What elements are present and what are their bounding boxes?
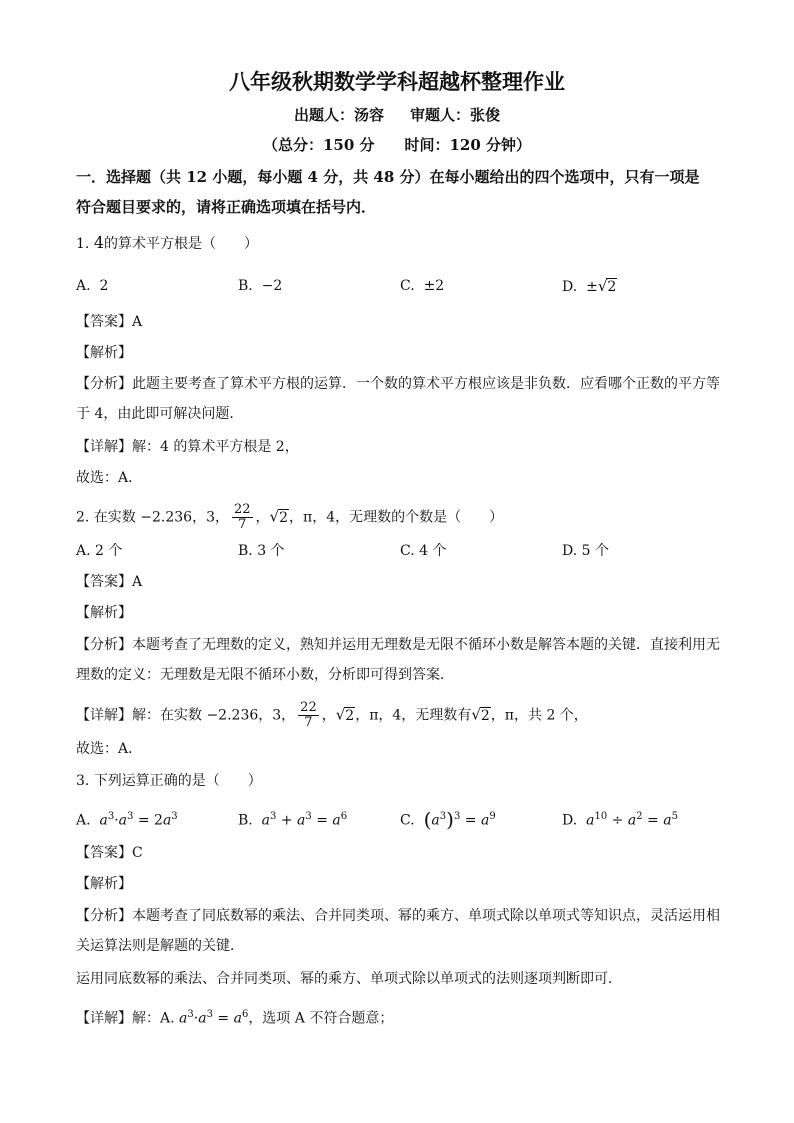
q3-analysis-label: 【解析】: [76, 876, 132, 892]
q3-option-d: D. $a^{10} \div a^2 = a^5$: [562, 811, 678, 829]
q1-option-a: A. 2: [76, 278, 109, 294]
q2-xiangjie: 【详解】解：在实数 −2.236，3， $\frac{22}{7}$ ，√2，π，4，无理数有√2，π，共 2 个，: [76, 700, 588, 730]
q1-fenxi: 【分析】此题主要考查了算术平方根的运算．一个数的算术平方根应该是非负数．应看哪个正数的平方等 于 4，由此即可解决问题．: [76, 376, 720, 422]
author: 出题人：汤容: [293, 106, 384, 124]
q3-answer: 【答案】C: [76, 845, 143, 861]
time-limit: 时间：120 分钟）: [404, 136, 532, 154]
question-3-stem: 3. 下列运算正确的是（ ）: [76, 773, 262, 789]
q2-analysis-label: 【解析】: [76, 605, 132, 621]
q1-option-d: D. ±√2: [562, 277, 617, 295]
q1-xiangjie: 【详解】解：4 的算术平方根是 2，: [76, 439, 299, 455]
section-heading: [76, 162, 726, 222]
q1-option-b: B. −2: [238, 278, 283, 294]
total-score: （总分：150 分: [262, 136, 375, 154]
q3-option-c: C. $(a^3)^3 = a^9$: [400, 807, 496, 832]
question-1-stem: 1. 4的算术平方根是（ ）: [76, 233, 258, 252]
q2-fenxi: 【分析】本题考查了无理数的定义，熟知并运用无理数是无限不循环小数是解答本题的关键．直接利用无 理数的定义：无理数是无限不循环小数，分析即可得到答案．: [76, 637, 720, 683]
authors-line: [0, 104, 794, 125]
q3-option-a: A. $a^3\cdot a^3 = 2a^3$: [76, 811, 178, 829]
section-line-2: 符合题目要求的，请将正确选项填在括号内．: [76, 198, 377, 216]
q3-fenxi: 【分析】本题考查了同底数幂的乘法、合并同类项、幂的乘方、单项式除以单项式等知识点，灵活运用相 关运算法则是解题的关键．: [76, 908, 720, 954]
page-title: 八年级秋期数学学科超越杯整理作业: [229, 69, 565, 94]
question-2-stem: 2. 在实数 −2.236，3， $\frac{22}{7}$ ，√2，π，4，无理数的个数是（ ）: [76, 502, 504, 532]
q2-option-c: C. 4 个: [400, 543, 447, 559]
reviewer: 审题人：张俊: [410, 106, 501, 124]
q3-option-b: B. $a^3 + a^3 = a^6$: [238, 811, 348, 829]
q3-method: 运用同底数幂的乘法、合并同类项、幂的乘方、单项式除以单项式的法则逐项判断即可．: [76, 971, 622, 987]
q2-choose: 故选：A．: [76, 741, 143, 757]
q2-answer: 【答案】A: [76, 574, 143, 590]
q1-choose: 故选：A．: [76, 470, 143, 486]
fraction-22-7: $\frac{22}{7}$: [233, 502, 251, 532]
q1-option-c: C. ±2: [400, 278, 445, 294]
q2-option-d: D. 5 个: [562, 543, 609, 559]
q1-answer: 【答案】A: [76, 314, 143, 330]
section-line-1: 一．选择题（共 12 小题，每小题 4 分，共 48 分）在每小题给出的四个选项中，只有一项是: [76, 168, 700, 186]
q3-xiangjie: 【详解】解：A. $a^3\cdot a^3 = a^6$，选项 A 不符合题意；: [76, 1009, 394, 1027]
q1-analysis-label: 【解析】: [76, 345, 132, 361]
q2-option-a: A. 2 个: [76, 543, 123, 559]
q2-option-b: B. 3 个: [238, 543, 285, 559]
score-time-line: [0, 134, 794, 155]
